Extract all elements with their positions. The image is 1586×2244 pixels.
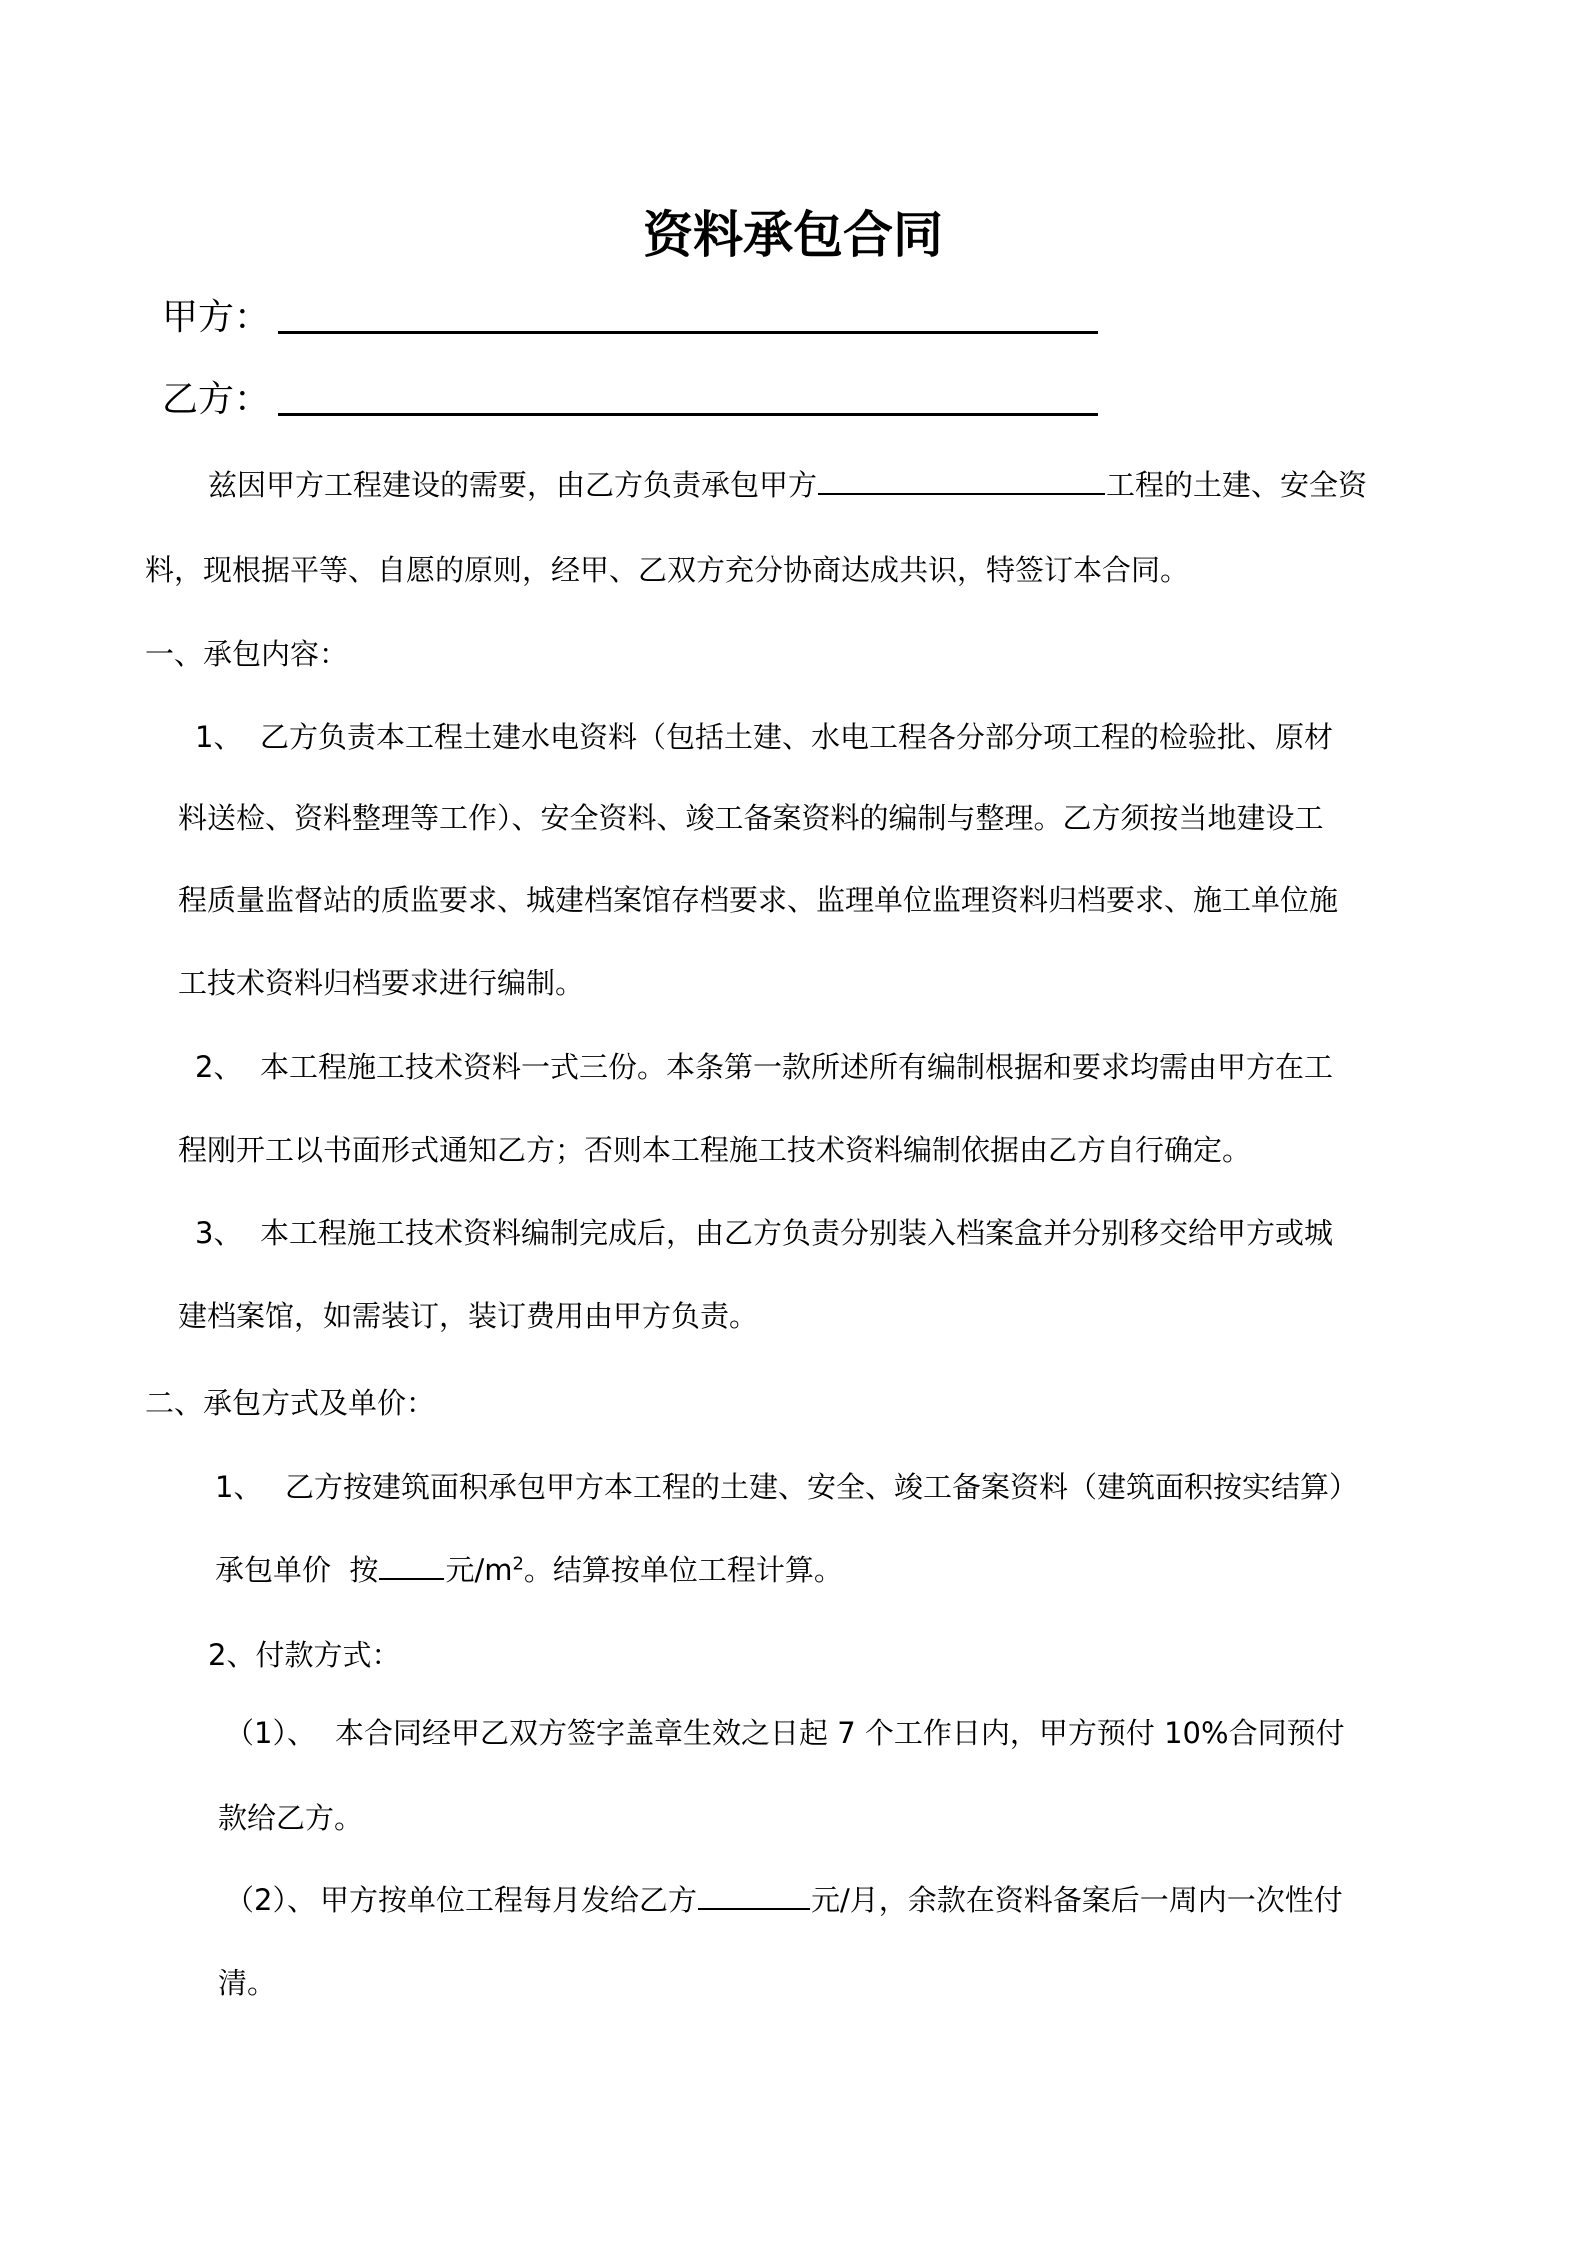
s2-sub-2-number: （2）、 bbox=[225, 1883, 316, 1917]
s1-item-3-number: 3、 bbox=[195, 1216, 243, 1250]
monthly-payment-blank[interactable] bbox=[698, 1884, 810, 1910]
s1-item-1-line-3: 程质量监督站的质监要求、城建档案馆存档要求、监理单位监理资料归档要求、施工单位施 bbox=[178, 883, 1339, 917]
s2-sub-2-text-after: 元/月，余款在资料备案后一周内一次性付 bbox=[811, 1883, 1343, 1917]
s1-item-2-line-2: 程刚开工以书面形式通知乙方；否则本工程施工技术资料编制依据由乙方自行确定。 bbox=[178, 1133, 1252, 1167]
s1-item-1-line-1 bbox=[195, 717, 1333, 757]
unit-price-label: 承包单价 按 bbox=[215, 1553, 379, 1587]
intro-text-before-blank: 兹因甲方工程建设的需要，由乙方负责承包甲方 bbox=[208, 468, 818, 502]
s1-item-2-text: 本工程施工技术资料一式三份。本条第一款所述所有编制根据和要求均需由甲方在工 bbox=[260, 1050, 1334, 1084]
s1-item-3-text: 本工程施工技术资料编制完成后，由乙方负责分别装入档案盒并分别移交给甲方或城 bbox=[260, 1216, 1334, 1250]
unit-price-blank[interactable] bbox=[379, 1554, 444, 1580]
unit-superscript: 2 bbox=[512, 1553, 524, 1575]
party-b-label: 乙方： bbox=[162, 379, 271, 420]
s2-sub-1-text: 本合同经甲乙双方签字盖章生效之日起 7 个工作日内，甲方预付 10%合同预付 bbox=[335, 1716, 1345, 1750]
s2-sub-2-text-before: 甲方按单位工程每月发给乙方 bbox=[320, 1883, 698, 1917]
s2-item-1-line-1 bbox=[215, 1467, 1358, 1507]
unit-price-unit: 元/m bbox=[445, 1553, 513, 1587]
intro-line-2: 料，现根据平等、自愿的原则，经甲、乙双方充分协商达成共识，特签订本合同。 bbox=[145, 553, 1190, 587]
s2-sub-1-number: （1）、 bbox=[225, 1716, 316, 1750]
section-2-heading: 二、承包方式及单价： bbox=[145, 1386, 436, 1420]
s2-item-1-number: 1、 bbox=[215, 1470, 263, 1504]
party-b-blank[interactable] bbox=[278, 413, 1098, 416]
section-1-heading: 一、承包内容： bbox=[145, 637, 349, 671]
party-a-blank[interactable] bbox=[278, 331, 1098, 334]
s2-sub-2-line-2: 清。 bbox=[218, 1966, 277, 2000]
s1-item-2-number: 2、 bbox=[195, 1050, 243, 1084]
s2-item-1-text: 乙方按建筑面积承包甲方本工程的土建、安全、竣工备案资料（建筑面积按实结算） bbox=[285, 1470, 1359, 1504]
s1-item-1-line-2: 料送检、资料整理等工作）、安全资料、竣工备案资料的编制与整理。乙方须按当地建设工 bbox=[178, 801, 1324, 835]
s2-item-2-heading: 2、付款方式： bbox=[208, 1638, 401, 1672]
s1-item-1-number: 1、 bbox=[195, 720, 243, 754]
party-b-row bbox=[162, 372, 1098, 422]
intro-text-after-blank: 工程的土建、安全资 bbox=[1106, 468, 1368, 502]
project-name-blank[interactable] bbox=[818, 469, 1105, 495]
s1-item-2-line-1 bbox=[195, 1047, 1333, 1087]
party-a-label: 甲方： bbox=[162, 297, 271, 338]
s2-sub-1-line-2: 款给乙方。 bbox=[218, 1801, 364, 1835]
s2-item-1-line-2 bbox=[215, 1550, 843, 1590]
settlement-text: 。结算按单位工程计算。 bbox=[523, 1553, 843, 1587]
s1-item-3-line-2: 建档案馆，如需装订，装订费用由甲方负责。 bbox=[178, 1299, 759, 1333]
s2-sub-1-line-1 bbox=[225, 1713, 1345, 1753]
s1-item-1-text: 乙方负责本工程土建水电资料（包括土建、水电工程各分部分项工程的检验批、原材 bbox=[260, 720, 1334, 754]
s1-item-1-line-4: 工技术资料归档要求进行编制。 bbox=[178, 966, 585, 1000]
party-a-row bbox=[162, 290, 1098, 340]
s1-item-3-line-1 bbox=[195, 1213, 1333, 1253]
intro-line-1 bbox=[208, 465, 1367, 505]
document-title: 资料承包合同 bbox=[643, 206, 943, 264]
s2-sub-2-line-1 bbox=[225, 1880, 1343, 1920]
